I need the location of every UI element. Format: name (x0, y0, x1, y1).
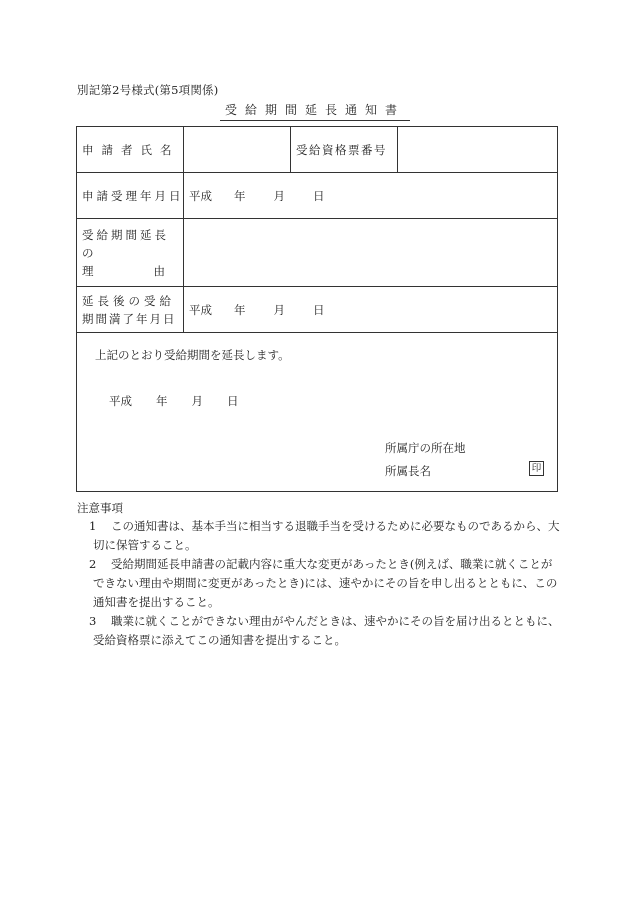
end-date-month: 月 (273, 302, 285, 317)
receipt-date-label: 申請受理年月日 (77, 173, 184, 219)
receipt-date-row (77, 173, 558, 219)
eligibility-number-field[interactable] (398, 127, 558, 173)
note-number: 1 (89, 519, 97, 533)
receipt-date-field[interactable] (184, 173, 558, 219)
receipt-date-era: 平成 (189, 188, 212, 203)
end-date-label (77, 287, 184, 333)
note-item-3 (89, 612, 561, 650)
reason-label-line1: 受給期間延長の (82, 227, 169, 260)
office-location-label: 所属庁の所在地 (385, 441, 466, 455)
office-head-label: 所属長名 (385, 464, 431, 478)
applicant-row (77, 127, 558, 173)
end-date-label-line2: 期間満了年月日 (82, 311, 177, 326)
end-date-label-line1: 延長後の受給 (82, 293, 175, 308)
notice-form-table (76, 126, 558, 492)
note-item-2 (89, 555, 561, 612)
end-date-era: 平成 (189, 302, 212, 317)
document-title: 受給期間延長通知書 (220, 101, 410, 121)
applicant-name-label: 申請者氏名 (77, 127, 184, 173)
issue-date-year: 年 (156, 394, 168, 408)
reason-label-char-b: 由 (153, 263, 168, 278)
note-text: 職業に就くことができない理由がやんだときは、速やかにその旨を届け出るとともに、受給資格票に添えてこの通知書を提出すること。 (93, 614, 560, 647)
notes-title: 注意事項 (77, 501, 123, 515)
reason-label (77, 219, 184, 287)
issue-date-day: 日 (227, 394, 239, 408)
issue-date[interactable] (109, 393, 263, 409)
end-date-row (77, 287, 558, 333)
note-number: 2 (89, 557, 97, 571)
note-item-1 (89, 517, 561, 555)
end-date-field[interactable] (184, 287, 558, 333)
receipt-date-month: 月 (273, 188, 285, 203)
reason-label-char-a: 理 (82, 263, 97, 278)
issue-date-month: 月 (191, 394, 203, 408)
note-text: この通知書は、基本手当に相当する退職手当を受けるために必要なものであるから、大切に保管すること。 (93, 519, 560, 552)
approval-cell (77, 333, 558, 492)
reason-label-line2 (82, 262, 168, 280)
issue-date-era: 平成 (109, 394, 132, 408)
applicant-name-field[interactable] (184, 127, 291, 173)
end-date-year: 年 (234, 302, 246, 317)
seal-mark: 印 (529, 461, 544, 476)
reason-field[interactable] (184, 219, 558, 287)
eligibility-number-label: 受給資格票番号 (291, 127, 398, 173)
form-number-label: 別記第2号様式(第5項関係) (77, 83, 219, 97)
receipt-date-day: 日 (313, 188, 325, 203)
receipt-date-year: 年 (234, 188, 246, 203)
reason-row (77, 219, 558, 287)
extension-statement: 上記のとおり受給期間を延長します。 (95, 348, 290, 362)
note-number: 3 (89, 614, 97, 628)
approval-row (77, 333, 558, 492)
note-text: 受給期間延長申請書の記載内容に重大な変更があったとき(例えば、職業に就くことができない理由や期間に変更があったとき)には、速やかにその旨を申し出るとともに、この通知書を提出すること。 (93, 557, 558, 609)
end-date-day: 日 (313, 302, 325, 317)
